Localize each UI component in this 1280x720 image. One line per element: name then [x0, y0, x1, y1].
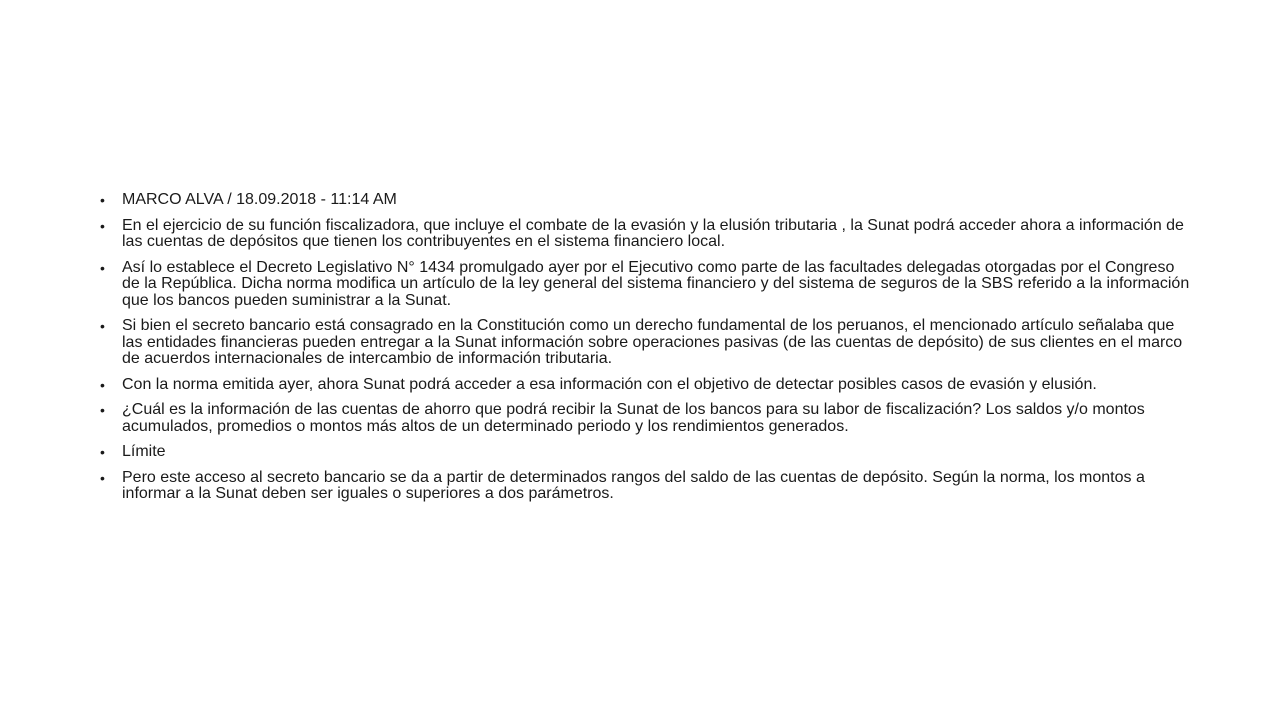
bullet-icon: •	[100, 318, 105, 334]
bullet-item	[98, 218, 1192, 251]
bullet-item-author	[98, 192, 1192, 209]
slide-body	[98, 192, 1192, 512]
bullet-icon: •	[100, 469, 105, 486]
bullet-item-heading	[98, 444, 1192, 461]
bullet-icon: •	[100, 192, 105, 208]
bullet-text: MARCO ALVA / 18.09.2018 - 11:14 AM	[122, 191, 397, 208]
bullet-icon: •	[100, 444, 105, 460]
bullet-text: En el ejercicio de su función fiscalizadora, que incluye el combate de la evasión y la elusión tributaria , la Sunat podrá acceder ahora a información de las cuentas de depósitos que tienen los contribuyentes en el sistema financiero local.	[122, 216, 1184, 250]
bullet-text: ¿Cuál es la información de las cuentas de ahorro que podrá recibir la Sunat de los bancos para su labor de fiscalización? Los saldos y/o montos acumulados, promedios o montos más altos de un determinado periodo y los rendimientos generados.	[122, 401, 1145, 435]
bullet-text: Con la norma emitida ayer, ahora Sunat podrá acceder a esa información con el objetivo de detectar posibles casos de evasión y elusión.	[122, 375, 1097, 393]
bullet-icon: •	[100, 376, 105, 393]
bullet-item	[98, 260, 1192, 310]
bullet-icon: •	[100, 217, 105, 234]
bullet-text: Si bien el secreto bancario está consagrado en la Constitución como un derecho fundamental de los peruanos, el mencionado artículo señalaba que las entidades financieras pueden entregar a la Sunat información sobre operaciones pasivas (de las cuentas de depósito) de sus clientes en el marco de acuerdos internacionales de intercambio de información tributaria.	[122, 317, 1183, 367]
bullet-icon: •	[100, 259, 105, 276]
bullet-item	[98, 402, 1192, 435]
bullet-icon: •	[100, 402, 105, 418]
bullet-item	[98, 470, 1192, 503]
bullet-item	[98, 318, 1192, 368]
bullet-item	[98, 377, 1192, 394]
bullet-list	[98, 192, 1192, 503]
bullet-text: Así lo establece el Decreto Legislativo N° 1434 promulgado ayer por el Ejecutivo como parte de las facultades delegadas otorgadas por el Congreso de la República. Dicha norma modifica un artículo de la ley general del sistema financiero y del sistema de seguros de la SBS referido a la información que los bancos pueden suministrar a la Sunat.	[122, 258, 1190, 309]
bullet-text: Pero este acceso al secreto bancario se da a partir de determinados rangos del saldo de las cuentas de depósito. Según la norma, los montos a informar a la Sunat deben ser iguales o superiores a dos parámetros.	[122, 468, 1145, 502]
bullet-text: Límite	[122, 443, 166, 460]
